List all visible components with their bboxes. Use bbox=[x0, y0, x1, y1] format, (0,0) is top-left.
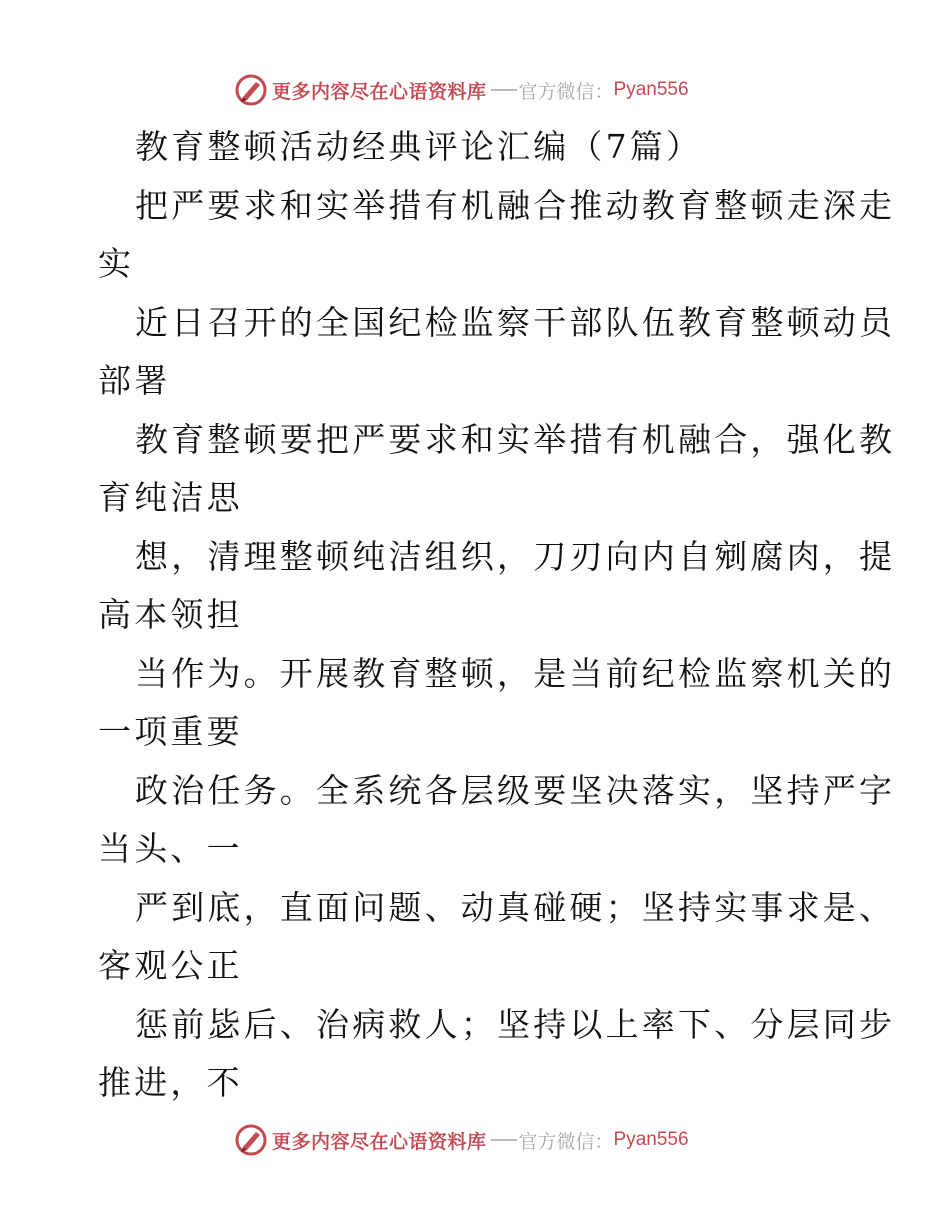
watermark-dash bbox=[491, 89, 517, 91]
watermark-dash bbox=[491, 1139, 517, 1141]
text-line: 育纯洁思 bbox=[98, 478, 243, 517]
watermark-contact-id: Pyan556 bbox=[613, 1129, 689, 1150]
text-line: 客观公正 bbox=[98, 946, 243, 985]
header-watermark bbox=[234, 72, 689, 108]
watermark-contact-label: 官方微信： bbox=[518, 80, 614, 103]
text-line: 高本领担 bbox=[98, 595, 243, 634]
text-line: 部署 bbox=[98, 361, 171, 400]
text-line: 严到底，直面问题、动真碰硬；坚持实事求是、 bbox=[135, 887, 896, 927]
text-line: 推进，不 bbox=[98, 1063, 243, 1102]
text-line: 当头、一 bbox=[98, 829, 243, 868]
watermark-contact-label: 官方微信： bbox=[518, 1130, 614, 1153]
text-line: 一项重要 bbox=[98, 712, 243, 751]
text-line: 把严要求和实举措有机融合推动教育整顿走深走 bbox=[135, 185, 896, 225]
watermark-contact-id: Pyan556 bbox=[613, 79, 689, 100]
watermark-brand-text: 更多内容尽在心语资料库 bbox=[272, 80, 487, 103]
text-line: 当作为。开展教育整顿，是当前纪检监察机关的 bbox=[135, 653, 896, 693]
text-line: 想，清理整顿纯洁组织，刀刃向内自剜腐肉，提 bbox=[135, 536, 896, 576]
text-line: 近日召开的全国纪检监察干部队伍教育整顿动员 bbox=[135, 302, 896, 342]
pen-logo-icon bbox=[234, 73, 268, 107]
document-body bbox=[98, 118, 896, 1113]
footer-watermark bbox=[234, 1122, 689, 1158]
text-line: 实 bbox=[98, 244, 135, 283]
text-line: 惩前毖后、治病救人；坚持以上率下、分层同步 bbox=[135, 1004, 896, 1044]
text-line: 教育整顿要把严要求和实举措有机融合，强化教 bbox=[135, 419, 896, 459]
pen-logo-icon bbox=[234, 1123, 268, 1157]
text-line: 政治任务。全系统各层级要坚决落实，坚持严字 bbox=[135, 770, 896, 810]
document-title: 教育整顿活动经典评论汇编（7篇） bbox=[135, 127, 703, 166]
watermark-brand-text: 更多内容尽在心语资料库 bbox=[272, 1130, 487, 1153]
